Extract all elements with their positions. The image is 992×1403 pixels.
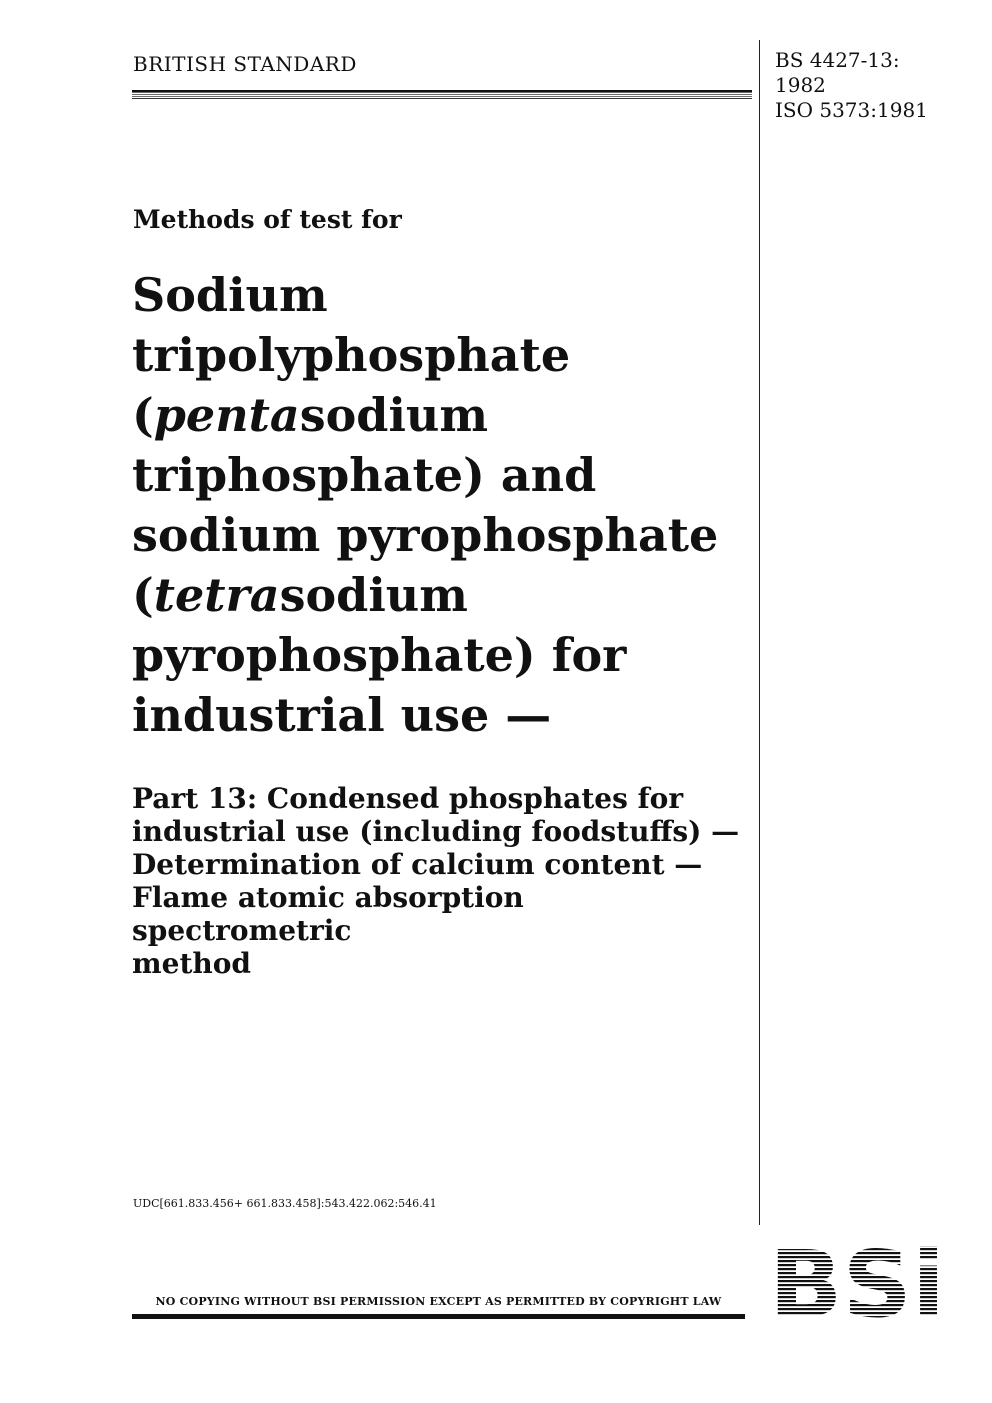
part-title: [132, 782, 752, 980]
part-title-line: industrial use (including foodstuffs) —: [132, 815, 740, 848]
part-title-line: method: [132, 947, 251, 980]
iso-number: ISO 5373:1981: [775, 98, 928, 122]
standard-number: BS 4427-13:: [775, 48, 900, 72]
footer-rule: [132, 1314, 745, 1319]
prefix-rest: sodium: [279, 568, 468, 622]
part-title-line: Part 13: Condensed phosphates for: [132, 782, 684, 815]
document-type-label: BRITISH STANDARD: [133, 52, 357, 76]
main-title-line: pyrophosphate) for: [132, 628, 627, 682]
standard-year: 1982: [775, 73, 826, 97]
bsi-logo: [769, 1244, 945, 1321]
main-title-line: Sodium: [132, 268, 328, 322]
standard-number-block: [775, 48, 928, 123]
main-title-line: industrial use —: [132, 688, 552, 742]
bsi-logo-graphic: [769, 1244, 945, 1321]
main-title-line: (pentasodium: [132, 388, 489, 442]
main-title-line: tripolyphosphate: [132, 328, 571, 382]
italic-prefix: penta: [153, 388, 300, 442]
main-title-line: sodium pyrophosphate: [132, 508, 719, 562]
part-title-line: Determination of calcium content —: [132, 848, 703, 881]
copyright-notice: NO COPYING WITHOUT BSI PERMISSION EXCEPT AS PERMITTED BY COPYRIGHT LAW: [155, 1295, 722, 1308]
methods-of-test-line: Methods of test for: [133, 205, 402, 234]
udc-classification: UDC[661.833.456+ 661.833.458]:543.422.062:546.41: [133, 1197, 437, 1210]
part-title-line: Flame atomic absorption spectrometric: [132, 881, 524, 947]
header-rule: [132, 90, 752, 99]
prefix-rest: sodium: [299, 388, 489, 442]
main-title-line: triphosphate) and: [132, 448, 597, 502]
italic-prefix: tetra: [153, 568, 280, 622]
vertical-divider: [759, 40, 760, 1225]
main-title-line: (tetrasodium: [132, 568, 468, 622]
main-title: [132, 265, 747, 745]
